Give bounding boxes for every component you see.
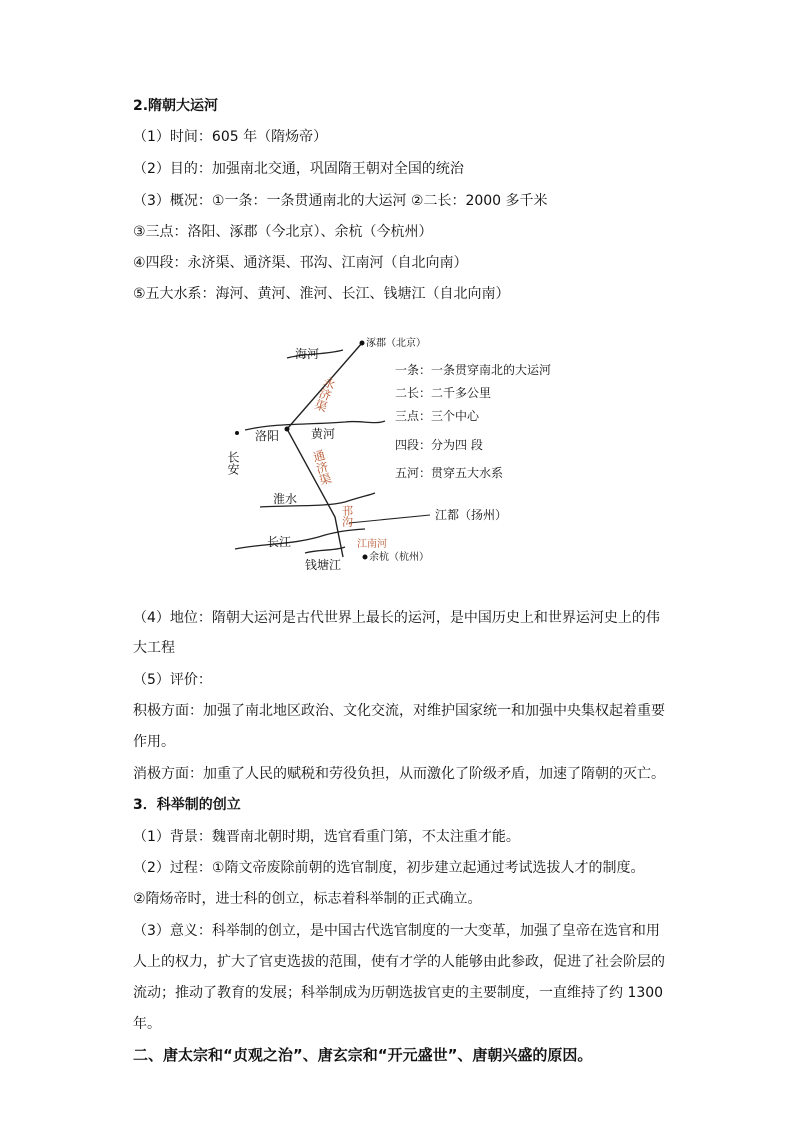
keju-section-title: 3．科举制的创立 — [133, 797, 241, 813]
luoyang-dot — [285, 427, 290, 432]
huaishui-label: 淮水 — [273, 492, 298, 506]
legend-item-3: 三点：三个中心 — [395, 409, 480, 423]
changan-dot — [235, 431, 239, 435]
tang-section-title: 二、唐太宗和“贞观之治”、唐玄宗和“开元盛世”、唐朝兴盛的原因。 — [133, 1046, 593, 1064]
canal-water-systems: ⑤五大水系：海河、黄河、淮河、长江、钱塘江（自北向南） — [133, 286, 510, 302]
hangou-canal-label: 邗沟 — [340, 505, 354, 527]
keju-meaning-3: 流动；推动了教育的发展；科举制成为历朝选拔官吏的主要制度，一直维持了约 1300 — [133, 985, 664, 1001]
jiangnan-canal-label: 江南河 — [357, 539, 387, 550]
yuhang-dot — [363, 555, 368, 560]
jiangdu-arrow-line — [349, 515, 430, 523]
keju-meaning-4: 年。 — [133, 1016, 161, 1032]
tongji-canal-label: 通济渠 — [310, 448, 334, 487]
qiantang-river-line — [305, 547, 345, 553]
legend-item-4: 四段：分为四 段 — [395, 438, 483, 452]
changan-label: 长安 — [226, 451, 240, 475]
luoyang-label: 洛阳 — [255, 429, 280, 443]
canal-positive-2: 作用。 — [133, 734, 175, 750]
keju-meaning-1: （3）意义：科举制的创立，是中国古代选官制度的一大变革，加强了皇帝在选官和用 — [133, 923, 660, 939]
yongji-canal-label: 永济渠 — [312, 374, 338, 414]
changjiang-river-line — [235, 529, 365, 549]
canal-overview: （3）概况：①一条：一条贯通南北的大运河 ②二长：2000 多千米 — [133, 193, 548, 209]
keju-process-1: （2）过程：①隋文帝废除前朝的选官制度，初步建立起通过考试选拔人才的制度。 — [133, 860, 645, 876]
zhuojun-label: 涿郡（北京） — [366, 338, 426, 349]
grand-canal-map — [225, 325, 570, 583]
yuhang-label: 余杭（杭州） — [369, 552, 429, 563]
huanghe-label: 黄河 — [311, 427, 336, 441]
canal-evaluation: （5）评价： — [133, 672, 212, 688]
canal-sections: ④四段：永济渠、通济渠、邗沟、江南河（自北向南） — [133, 255, 468, 271]
legend-item-5: 五河：贯穿五大水系 — [395, 466, 504, 480]
keju-background: （1）背景：魏晋南北朝时期，选官看重门第，不太注重才能。 — [133, 829, 520, 845]
zhuojun-dot — [360, 341, 365, 346]
legend-item-2: 二长：二千多公里 — [395, 386, 492, 400]
canal-status-1: （4）地位：隋朝大运河是古代世界上最长的运河，是中国历史上和世界运河史上的伟 — [133, 610, 660, 626]
canal-section-title: 2.隋朝大运河 — [133, 98, 219, 114]
canal-points: ③三点：洛阳、涿郡（今北京）、余杭（今杭州） — [133, 224, 433, 240]
keju-meaning-2: 人上的权力，扩大了官吏选拔的范围，使有才学的人能够由此参政，促进了社会阶层的 — [133, 954, 665, 970]
keju-process-2: ②隋炀帝时，进士科的创立，标志着科举制的正式确立。 — [133, 891, 482, 907]
canal-negative: 消极方面：加重了人民的赋税和劳役负担，从而激化了阶级矛盾，加速了隋朝的灭亡。 — [133, 766, 665, 782]
canal-time: （1）时间：605 年（隋炀帝） — [133, 129, 328, 145]
canal-purpose: （2）目的：加强南北交通，巩固隋王朝对全国的统治 — [133, 161, 464, 177]
legend-item-1: 一条：一条贯穿南北的大运河 — [395, 363, 552, 377]
jiangdu-label: 江都（扬州） — [435, 508, 508, 522]
canal-positive-1: 积极方面：加强了南北地区政治、文化交流，对维护国家统一和加强中央集权起着重要 — [133, 703, 665, 719]
qiantang-label: 钱塘江 — [305, 558, 342, 572]
changjiang-label: 长江 — [267, 535, 292, 549]
haihe-label: 海河 — [295, 347, 320, 361]
canal-status-2: 大工程 — [133, 640, 175, 656]
